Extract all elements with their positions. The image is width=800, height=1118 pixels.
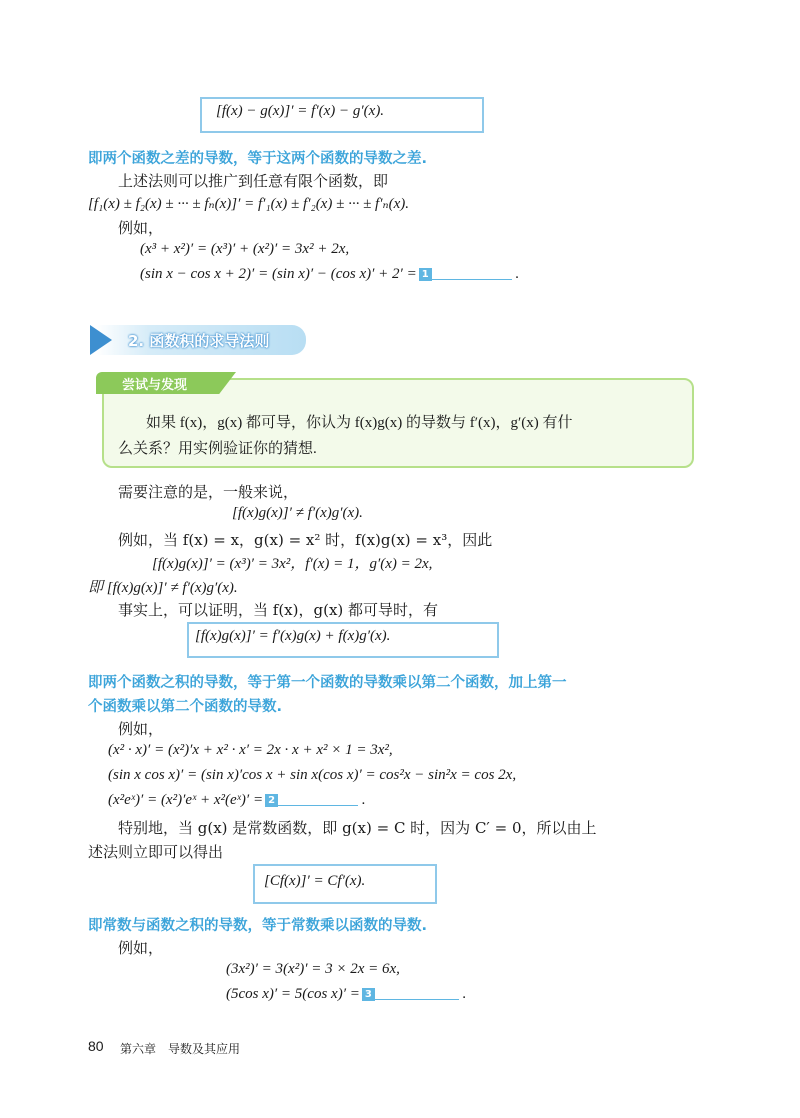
- try-discover-label: 尝试与发现: [122, 378, 188, 393]
- try-text-line-2: 么关系？用实例验证你的猜想.: [118, 441, 317, 457]
- formula-neq: [f(x)g(x)]′ ≠ f′(x)g′(x).: [232, 505, 363, 521]
- example-3-line-1: (3x²)′ = 3(x²)′ = 3 × 2x = 6x,: [226, 961, 400, 977]
- para-note-general: 需要注意的是，一般来说，: [118, 483, 299, 501]
- para-generalize: 上述法则可以推广到任意有限个函数，即: [118, 172, 389, 190]
- example-2-line-2: (sin x cos x)′ = (sin x)′cos x + sin x(cos x)′ = cos²x − sin²x = cos 2x,: [108, 767, 517, 783]
- note-difference-rule: 即两个函数之差的导数，等于这两个函数的导数之差.: [88, 151, 428, 167]
- try-text-line-1: 如果 f(x)，g(x) 都可导，你认为 f(x)g(x) 的导数与 f′(x)，g′(x) 有什: [146, 415, 573, 431]
- para-example-fg: 例如，当 f(x) = x，g(x) = x² 时，f(x)g(x) = x³，因此: [118, 531, 493, 549]
- section-title: 2. 函数积的求导法则: [128, 332, 270, 350]
- blank-line-2[interactable]: [278, 805, 358, 806]
- blank-number-1: 1: [419, 268, 432, 281]
- para-fact: 事实上，可以证明，当 f(x)，g(x) 都可导时，有: [118, 601, 439, 619]
- blank-number-3: 3: [362, 988, 375, 1001]
- para-special-line-1: 特别地，当 g(x) 是常数函数，即 g(x) = C 时，因为 C′ = 0，所以由上: [118, 819, 597, 837]
- page-number: 80: [88, 1038, 104, 1054]
- example-3-line-2: (5cos x)′ = 5(cos x)′ = 3 .: [226, 986, 467, 1002]
- blank-line-1[interactable]: [432, 279, 512, 280]
- chapter-title: 第六章 导数及其应用: [120, 1042, 241, 1056]
- blank-line-3[interactable]: [375, 999, 459, 1000]
- formula-difference-rule: [f(x) − g(x)]′ = f′(x) − g′(x).: [216, 103, 385, 119]
- example-label-3: 例如，: [118, 939, 164, 957]
- example-2-line-3: (x²eˣ)′ = (x²)′eˣ + x²(eˣ)′ = 2 .: [108, 792, 366, 808]
- example-2-line-1: (x² · x)′ = (x²)′x + x² · x′ = 2x · x + x² × 1 = 3x²,: [108, 742, 393, 758]
- formula-example-fg: [f(x)g(x)]′ = (x³)′ = 3x²，f′(x) = 1，g′(x) = 2x,: [152, 556, 433, 572]
- formula-general: [f₁(x) ± f₂(x) ± ··· ± fₙ(x)]′ = f′₁(x) ± f′₂(x) ± ··· ± f′ₙ(x).: [88, 196, 409, 212]
- note-product-rule-line-2: 个函数乘以第二个函数的导数.: [88, 699, 283, 715]
- para-special-line-2: 述法则立即可以得出: [88, 843, 224, 861]
- example-1-line-1: (x³ + x²)′ = (x³)′ + (x²)′ = 3x² + 2x,: [140, 241, 350, 257]
- example-2-line-3-text: (x²eˣ)′ = (x²)′eˣ + x²(eˣ)′ =: [108, 792, 264, 808]
- formula-constant-rule: [Cf(x)]′ = Cf′(x).: [264, 873, 366, 889]
- note-constant-rule: 即常数与函数之积的导数，等于常数乘以函数的导数.: [88, 918, 428, 934]
- formula-product-rule: [f(x)g(x)]′ = f′(x)g(x) + f(x)g′(x).: [195, 628, 391, 644]
- example-label-1: 例如，: [118, 219, 164, 237]
- para-conclusion-neq: 即 [f(x)g(x)]′ ≠ f′(x)g′(x).: [88, 580, 238, 596]
- note-product-rule-line-1: 即两个函数之积的导数，等于第一个函数的导数乘以第二个函数，加上第一: [88, 675, 567, 691]
- example-1-line-2-text: (sin x − cos x + 2)′ = (sin x)′ − (cos x)′ + 2′ =: [140, 266, 417, 282]
- example-label-2: 例如，: [118, 720, 164, 738]
- blank-number-2: 2: [265, 794, 278, 807]
- example-1-line-2: (sin x − cos x + 2)′ = (sin x)′ − (cos x)′ + 2′ = 1 .: [140, 266, 520, 282]
- example-3-line-2-text: (5cos x)′ = 5(cos x)′ =: [226, 986, 360, 1002]
- section-arrow-icon: [90, 325, 112, 355]
